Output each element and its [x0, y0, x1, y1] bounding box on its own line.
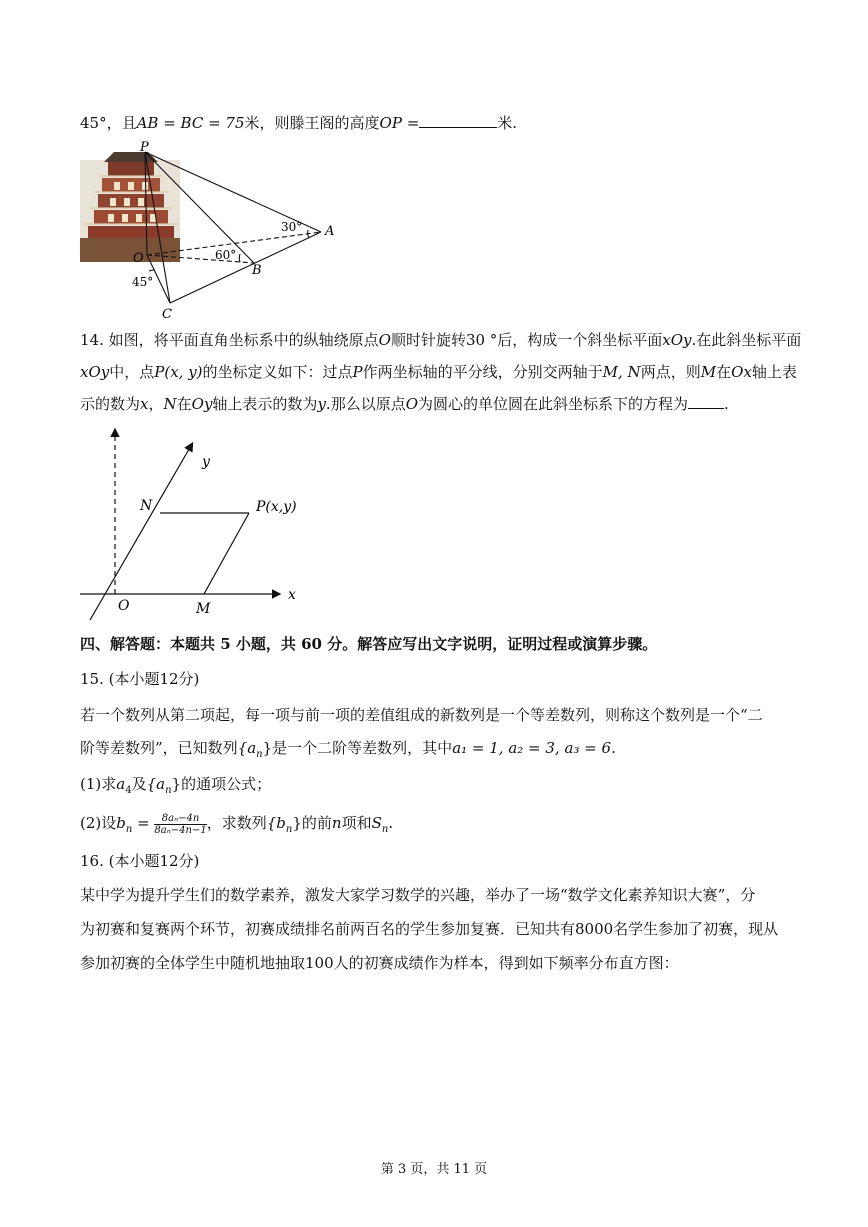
q15-p2-eq: = [132, 814, 155, 832]
q14-l2-b: 的坐标定义如下：过点 [202, 363, 353, 381]
q15-p1-close: } [171, 775, 182, 793]
q15-heading: 15. (本小题12分) [80, 670, 200, 688]
axis-label-y: y [202, 454, 210, 470]
q14-l3-g: . [724, 395, 729, 413]
point-label-N: N [140, 498, 153, 514]
q15-p1-a4: a [116, 775, 126, 793]
q16-line2: 为初赛和复赛两个环节，初赛成绩排名前两百名的学生参加复赛．已知共有8000名学生参加了初赛，现从 [80, 920, 779, 938]
q15-part2 [80, 810, 393, 843]
q14-l2-a: 中，点 [109, 363, 155, 381]
q15-p1-an: {a [146, 775, 166, 793]
q14-l3-N: N [163, 395, 177, 413]
q14-l3-b: ， [148, 395, 164, 413]
q14-l2-d: 两点，则 [640, 363, 701, 381]
q15-p1-sub4: 4 [125, 785, 132, 796]
q15-l2-n: n [256, 749, 263, 760]
q14-l3-c: 在 [176, 395, 192, 413]
q15-p2-n: n [125, 824, 133, 835]
q15-l2-an: {a [237, 739, 257, 757]
q14-l2-P2: P [352, 363, 363, 381]
q15-line1: 若一个数列从第二项起，每一项与前一项的差值组成的新数列是一个等差数列，则称这个数列是一个“二 [80, 706, 763, 724]
angle-label-30: 30° [281, 220, 303, 234]
q16-heading: 16. (本小题12分) [80, 852, 200, 870]
q13-variable: OP = [379, 114, 420, 132]
q15-l2-a: 阶等差数列”，已知数列 [80, 739, 238, 757]
q15-p1-c: 的通项公式； [181, 775, 272, 793]
q13-line [80, 113, 517, 133]
q14-l1-c: .在此斜坐标平面 [691, 331, 802, 349]
q15-l2-close: } [262, 739, 273, 757]
q15-p2-e: . [388, 814, 394, 832]
q14-figure [76, 424, 306, 620]
q15-p2-seq-n: n [285, 824, 293, 835]
q14-l2-P: P(x, y) [154, 363, 203, 381]
q14-l2-f: 轴上表 [751, 363, 797, 381]
q13-text-pre: 45°，且 [80, 114, 137, 132]
label-P: P [140, 140, 149, 155]
angle-label-60: 60° [215, 248, 237, 262]
q14-l3-Oy: Oy [191, 395, 213, 413]
q14-l3-a: 示的数为 [80, 395, 141, 413]
q14-l3-d: 轴上表示的数为 [212, 395, 318, 413]
q15-line2 [80, 738, 616, 765]
q14-l2-xOy: xOy [80, 363, 110, 381]
section-4-heading: 四、解答题：本题共 5 小题，共 60 分。解答应写出文字说明，证明过程或演算步骤。 [80, 635, 658, 653]
q14-l2-MN: M, N [602, 363, 641, 381]
q13-text-post: 米. [497, 114, 518, 132]
label-C: C [162, 307, 172, 320]
q15-p1-n: n [165, 785, 172, 796]
q15-p1-b: 及 [131, 775, 147, 793]
q14-l3-f: 为圆心的单位圆在此斜坐标系下的方程为 [418, 395, 689, 413]
label-B: B [252, 263, 262, 278]
q15-fraction [154, 813, 206, 836]
page-footer: 第 3 页，共 11 页 [380, 1162, 488, 1177]
q14-l3-O: O [405, 395, 419, 413]
label-A: A [325, 224, 335, 239]
tower-photo [80, 152, 180, 262]
q15-p1-a: (1)求 [80, 775, 117, 793]
q14-line2 [80, 362, 797, 382]
q15-part1 [80, 774, 271, 801]
point-label-O: O [118, 598, 130, 614]
q14-answer-blank [688, 394, 724, 409]
q15-p2-b: ，求数列 [206, 814, 267, 832]
point-label-M: M [196, 601, 211, 617]
q16-line1: 某中学为提升学生们的数学素养，激发大家学习数学的兴趣，举办了一场“数学文化素养知识大赛”，分 [80, 886, 756, 904]
axis-label-x: x [288, 587, 296, 603]
q15-p2-bn: b [116, 814, 126, 832]
q15-l2-c: . [611, 739, 616, 757]
arc-B [239, 254, 240, 262]
q14-l2-Ox: Ox [731, 363, 752, 381]
q14-line1 [80, 330, 801, 350]
q14-l1-b: 顺时针旋转30 °后，构成一个斜坐标平面 [390, 331, 663, 349]
q15-fraction-num: 8aₙ−4n [154, 813, 206, 825]
q15-p2-a: (2)设 [80, 814, 117, 832]
q15-l2-values: a₁ = 1, a₂ = 3, a₃ = 6 [452, 739, 612, 757]
q14-l3-x: x [140, 395, 149, 413]
q16-line3: 参加初赛的全体学生中随机地抽取100人的初赛成绩作为样本，得到如下频率分布直方图： [80, 954, 679, 972]
q15-p2-c: 的前 [301, 814, 332, 832]
q15-p2-S-n: n [381, 824, 389, 835]
q13-text-mid: 米，则滕王阁的高度 [244, 114, 380, 132]
q15-p2-close: } [292, 814, 302, 832]
q15-l2-b: 是一个二阶等差数列，其中 [272, 739, 453, 757]
q14-l3-e: .那么以原点 [325, 395, 406, 413]
q15-p2-nn: n [331, 814, 342, 832]
q15-fraction-den: 8aₙ−4n−1 [154, 824, 207, 836]
q13-condition: AB = BC = 75 [136, 114, 245, 132]
q14-l2-c: 作两坐标轴的平分线，分别交两轴于 [362, 363, 603, 381]
q13-answer-blank [419, 113, 497, 128]
q14-l3-y: y [317, 395, 326, 413]
q15-p2-d: 项和 [341, 814, 372, 832]
q14-l1-a: 14. 如图，将平面直角坐标系中的纵轴绕原点 [80, 331, 379, 349]
q15-p2-seq: {b [266, 814, 286, 832]
q14-l2-e: 在 [716, 363, 732, 381]
q13-figure [78, 138, 348, 320]
q15-p2-S: S [371, 814, 382, 832]
angle-label-45: 45° [132, 275, 154, 289]
q14-l2-M: M [700, 363, 717, 381]
line-CA [170, 232, 321, 303]
label-O: O [133, 251, 144, 266]
q14-line3 [80, 394, 729, 414]
point-label-P: P(x,y) [256, 499, 297, 515]
q14-l1-xOy: xOy [662, 331, 692, 349]
q14-l1-O: O [378, 331, 391, 349]
line-PM [204, 513, 249, 594]
